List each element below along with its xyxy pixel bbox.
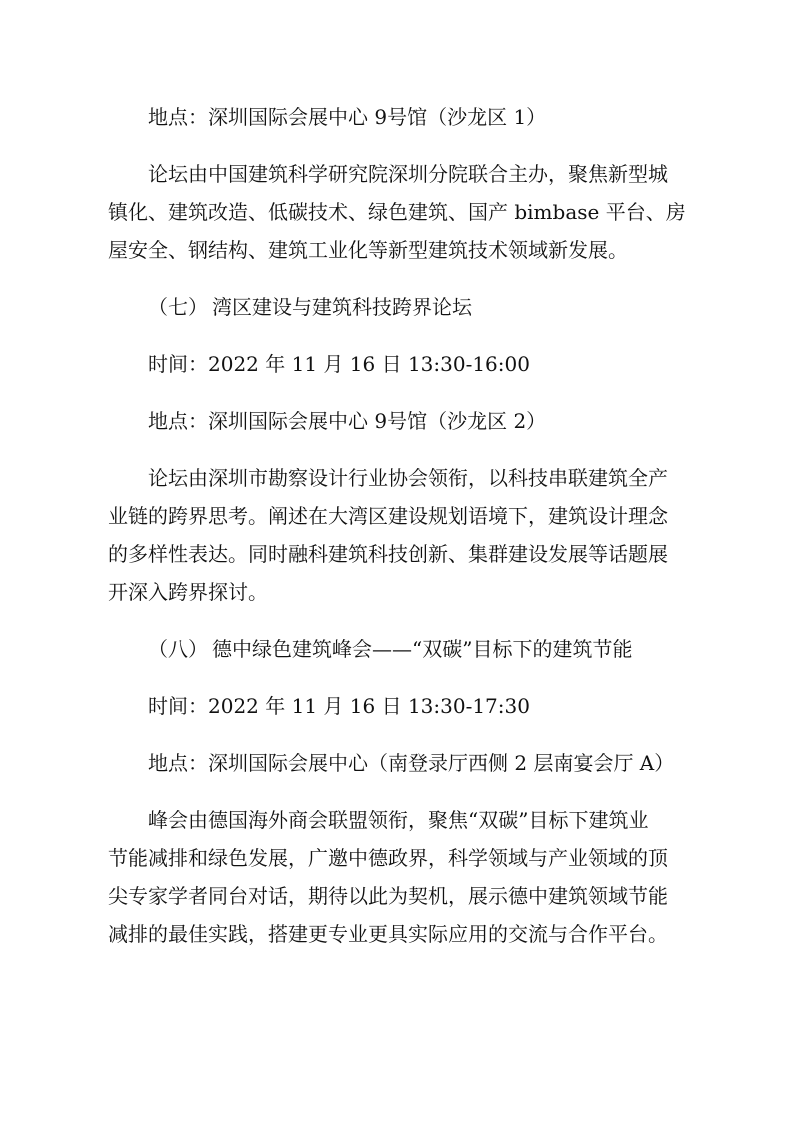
paragraph-line: 论坛由深圳市勘察设计行业协会领衔，以科技串联建筑全产 bbox=[148, 466, 668, 490]
paragraph-line: 尖专家学者同台对话，期待以此为契机，展示德中建筑领域节能 bbox=[108, 884, 668, 908]
section-number-8: （八） bbox=[148, 637, 208, 661]
paragraph-line: 节能减排和绿色发展，广邀中德政界，科学领域与产业领域的顶 bbox=[108, 846, 668, 870]
section-title-8: 德中绿色建筑峰会——“双碳”目标下的建筑节能 bbox=[212, 637, 633, 661]
section-heading-7 bbox=[108, 288, 700, 326]
paragraph-line: 屋安全、钢结构、建筑工业化等新型建筑技术领域新发展。 bbox=[108, 238, 628, 262]
document-body bbox=[108, 98, 700, 953]
paragraph-line: 的多样性表达。同时融科建筑科技创新、集群建设发展等话题展 bbox=[108, 542, 668, 566]
section-title-7: 湾区建设与建筑科技跨界论坛 bbox=[212, 295, 472, 319]
time-line-section-7: 时间：2022 年 11 月 16 日 13:30-16:00 bbox=[148, 352, 530, 376]
paragraph-forum-6-description bbox=[108, 155, 700, 269]
paragraph-line: 减排的最佳实践，搭建更专业更具实际应用的交流与合作平台。 bbox=[108, 922, 668, 946]
paragraph-section-8-description bbox=[108, 801, 700, 953]
paragraph-line: 开深入跨界探讨。 bbox=[108, 580, 268, 604]
section-heading-8 bbox=[108, 630, 700, 668]
paragraph-line: 镇化、建筑改造、低碳技术、绿色建筑、国产 bimbase 平台、房 bbox=[108, 200, 686, 224]
time-line-section-8: 时间：2022 年 11 月 16 日 13:30-17:30 bbox=[148, 694, 530, 718]
section-number-7: （七） bbox=[148, 295, 208, 319]
venue-line-section-7: 地点：深圳国际会展中心 9号馆（沙龙区 2） bbox=[148, 409, 547, 433]
venue-line-forum-6: 地点：深圳国际会展中心 9号馆（沙龙区 1） bbox=[148, 105, 547, 129]
paragraph-line: 业链的跨界思考。阐述在大湾区建设规划语境下，建筑设计理念 bbox=[108, 504, 668, 528]
paragraph-line: 峰会由德国海外商会联盟领衔，聚焦“双碳”目标下建筑业 bbox=[148, 808, 649, 832]
paragraph-line: 论坛由中国建筑科学研究院深圳分院联合主办，聚焦新型城 bbox=[148, 162, 668, 186]
paragraph-section-7-description bbox=[108, 459, 700, 611]
venue-line-section-8: 地点：深圳国际会展中心（南登录厅西侧 2 层南宴会厅 A） bbox=[148, 751, 675, 775]
